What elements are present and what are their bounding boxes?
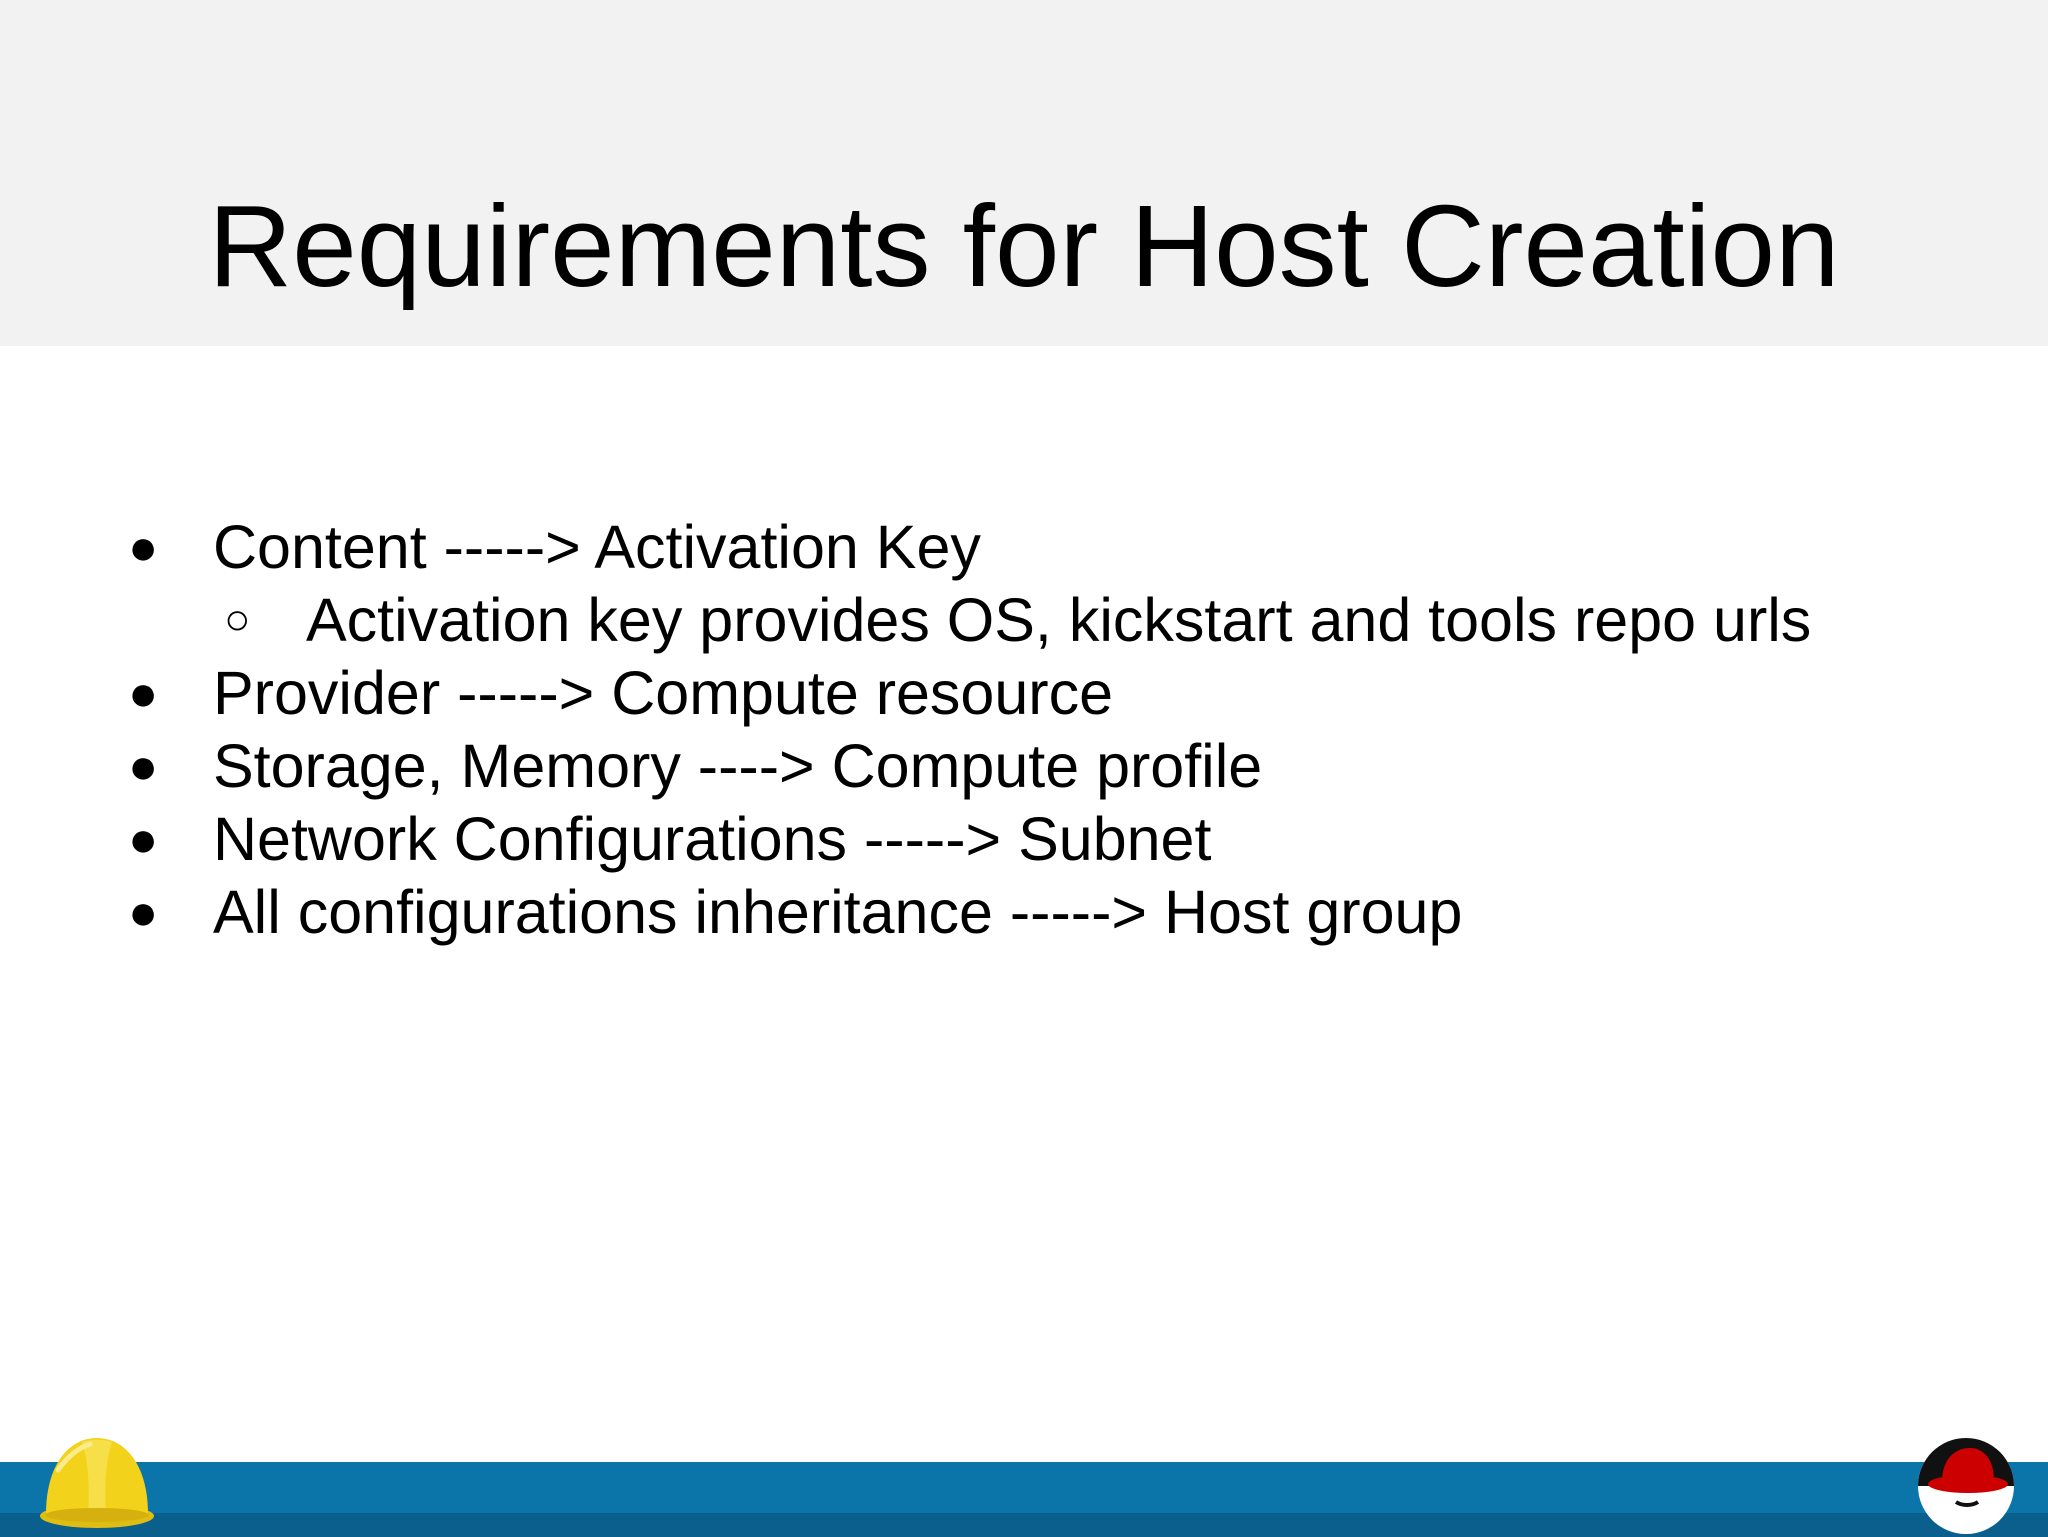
bullet-text: All configurations inheritance -----> Host group — [213, 878, 1463, 946]
bullet-marker: ● — [128, 884, 159, 940]
footer-stripe — [0, 1513, 2048, 1537]
bullet-text: Content -----> Activation Key — [213, 513, 981, 581]
bullet-marker: ● — [128, 665, 159, 721]
bullet-text: Provider -----> Compute resource — [213, 659, 1114, 727]
footer-bar — [0, 1462, 2048, 1537]
bullet-marker: ● — [128, 519, 159, 575]
bullet-text: Network Configurations -----> Subnet — [213, 805, 1212, 873]
red-hat-shadowman-icon — [1916, 1436, 2016, 1536]
hard-hat-icon — [38, 1430, 156, 1530]
slide-title: Requirements for Host Creation — [208, 181, 1840, 311]
sub-bullet-marker: ○ — [224, 595, 251, 644]
bullet-text: Storage, Memory ----> Compute profile — [213, 732, 1263, 800]
bullet-marker: ● — [128, 811, 159, 867]
sub-bullet-text: Activation key provides OS, kickstart and tools repo urls — [306, 586, 1812, 654]
bullet-marker: ● — [128, 738, 159, 794]
